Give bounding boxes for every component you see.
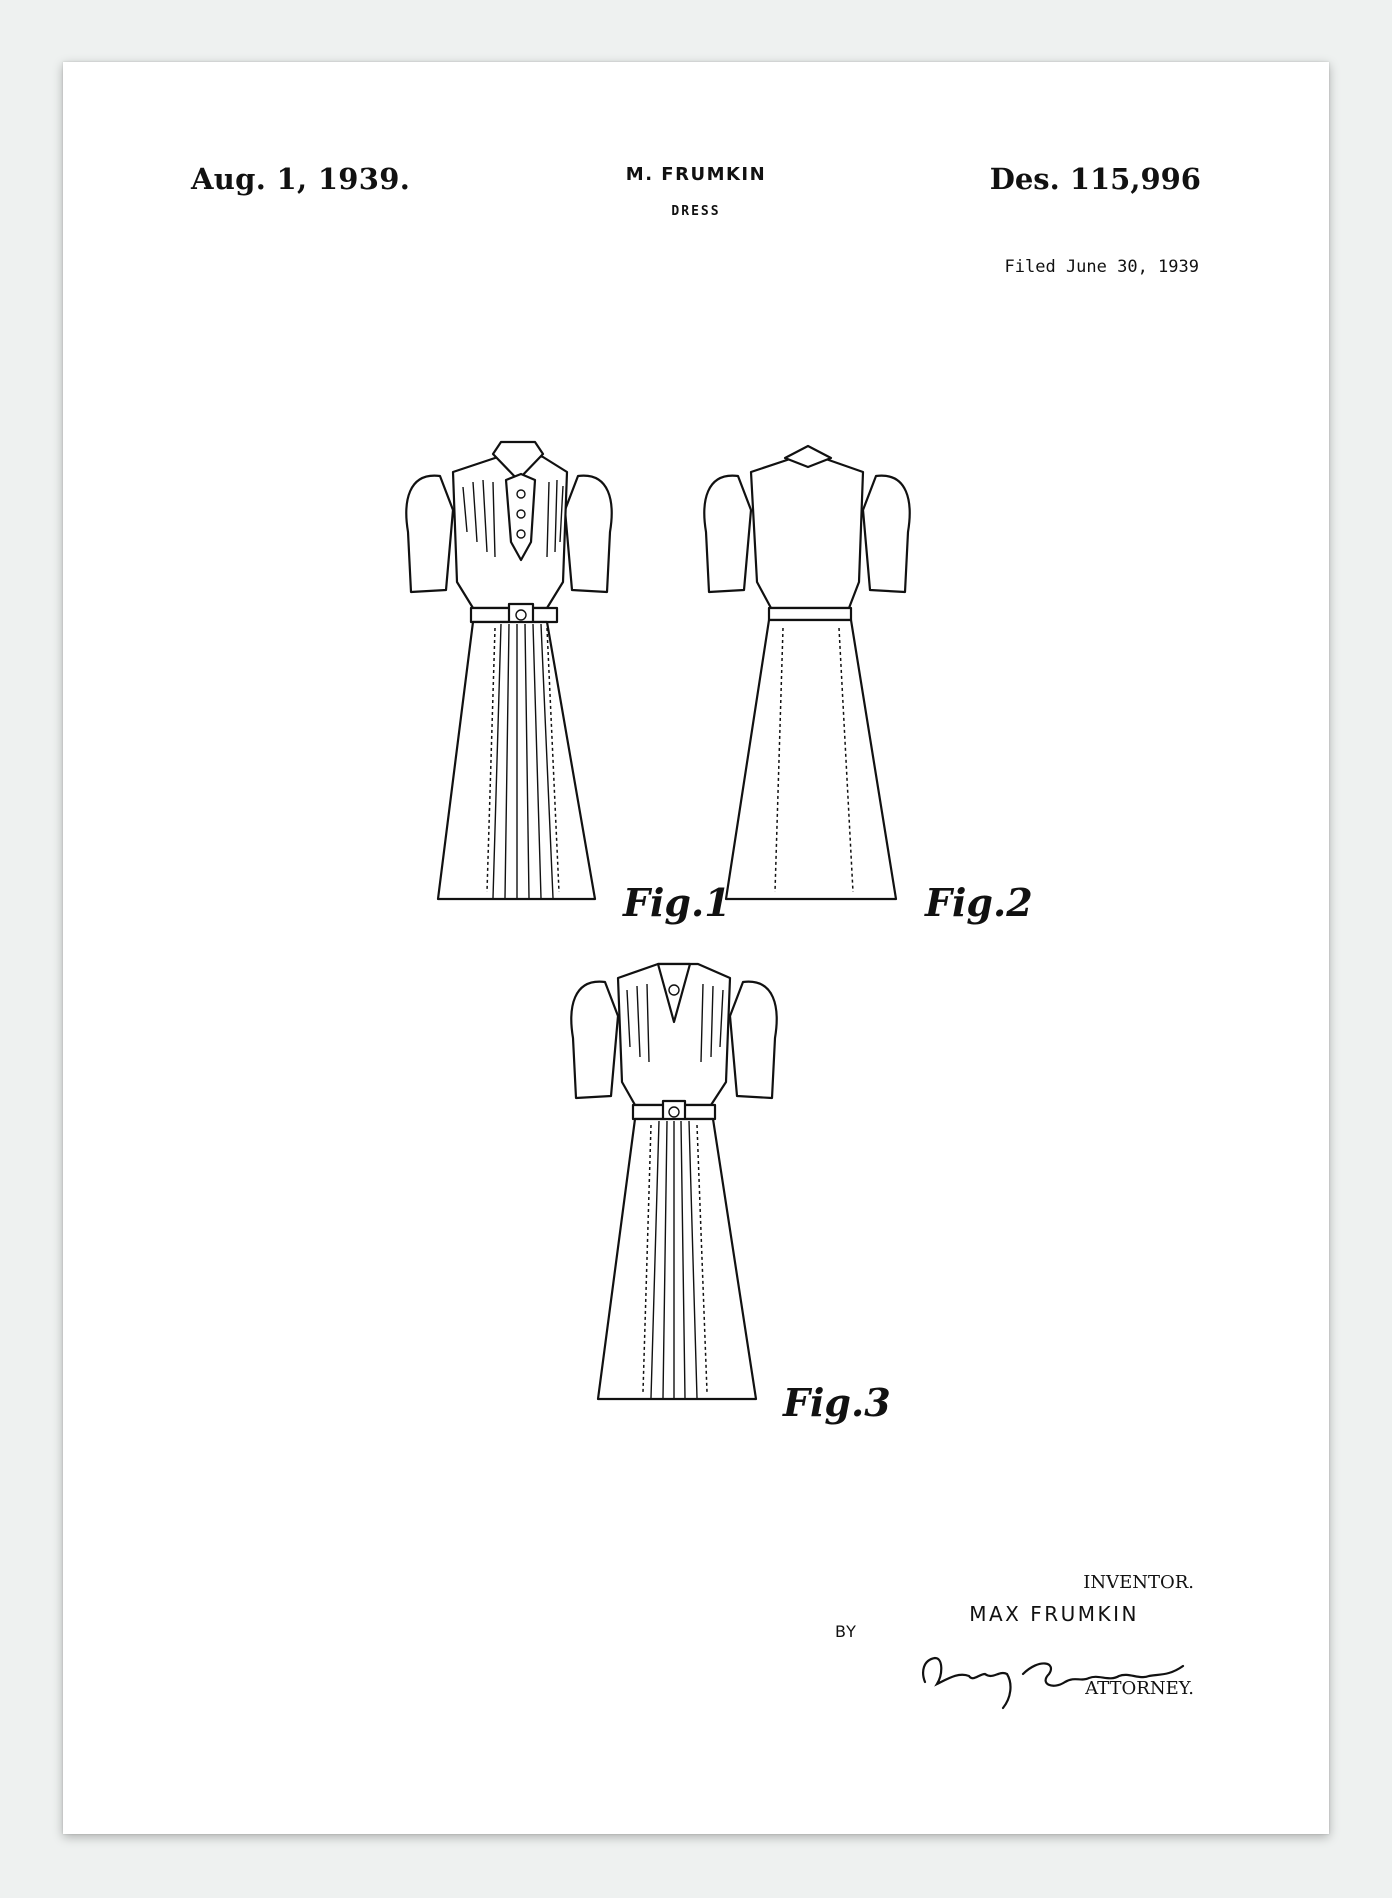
figure-3-drawing <box>571 964 776 1399</box>
inventor-name: MAX FRUMKIN <box>969 1602 1139 1626</box>
patent-sheet <box>63 62 1329 1834</box>
figure-2-label: Fig.2 <box>925 880 1033 925</box>
figure-2-drawing <box>704 446 909 899</box>
by-label: BY <box>835 1622 857 1641</box>
patent-number: Des. 115,996 <box>989 162 1201 196</box>
design-title: DRESS <box>671 204 721 219</box>
figure-1-drawing <box>406 442 611 899</box>
patent-drawings <box>63 62 1329 1834</box>
patent-date: Aug. 1, 1939. <box>191 162 411 196</box>
inventor-header: M. FRUMKIN <box>625 164 767 185</box>
attorney-label: ATTORNEY. <box>1085 1678 1194 1699</box>
figure-1-label: Fig.1 <box>623 880 731 925</box>
inventor-label: INVENTOR. <box>1083 1572 1194 1593</box>
filed-date: Filed June 30, 1939 <box>1004 257 1199 277</box>
figure-3-label: Fig.3 <box>783 1380 891 1425</box>
